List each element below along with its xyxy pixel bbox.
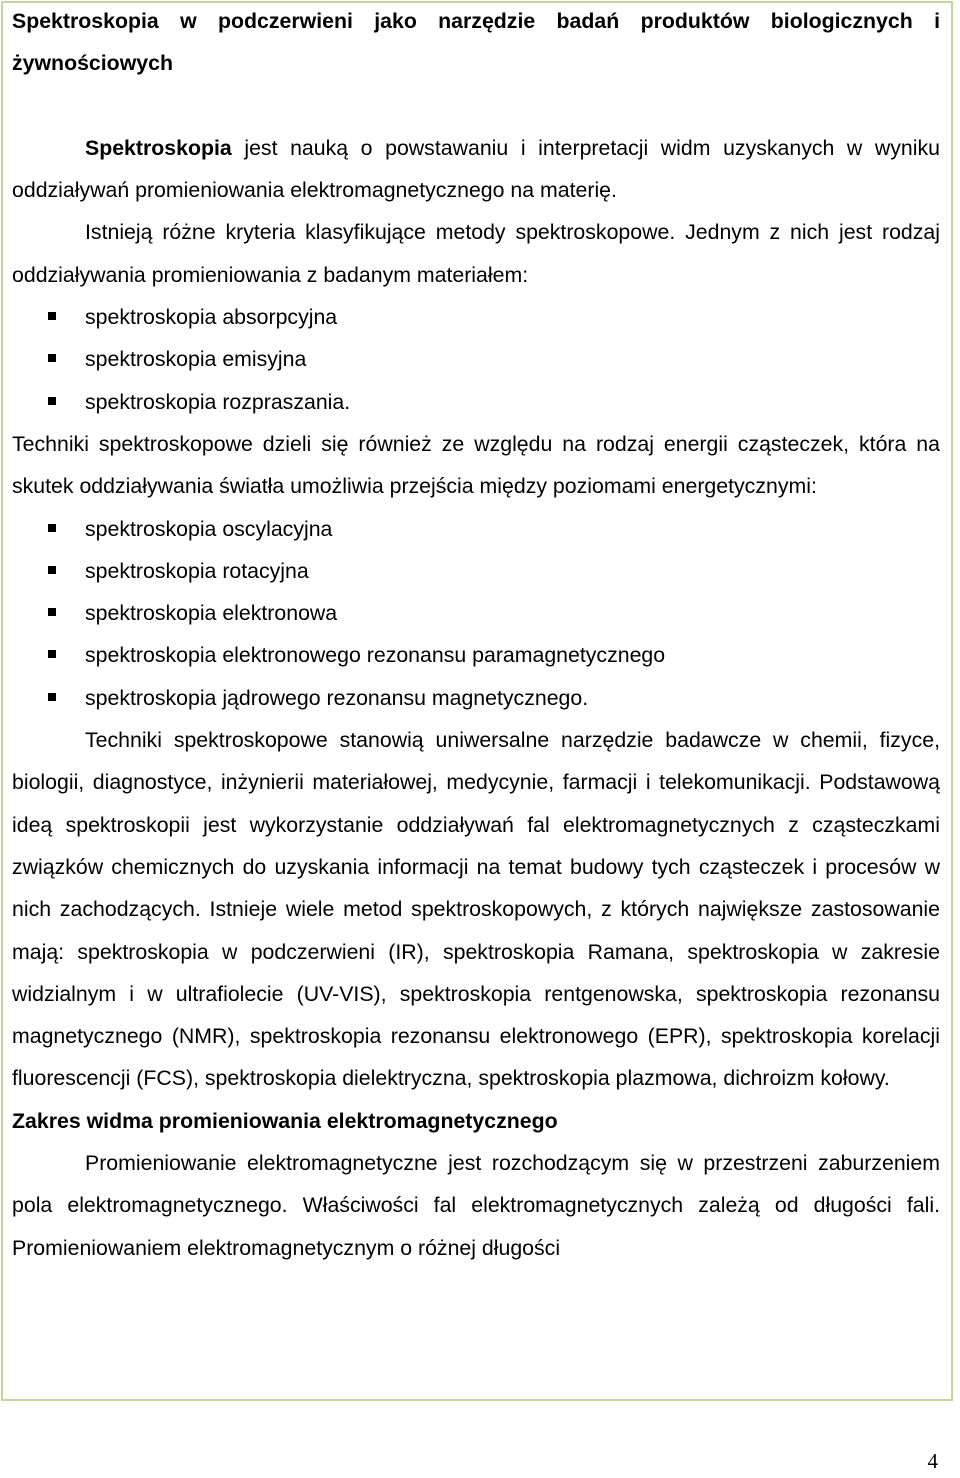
interaction-list <box>12 296 940 423</box>
intro-text: jest nauką o powstawaniu i interpretacji widm uzyskanych w wyniku oddziaływań promieniowania elektromagnetycznego na materię. <box>12 135 940 203</box>
square-bullet-icon <box>48 312 56 320</box>
list-item <box>12 592 940 634</box>
square-bullet-icon <box>48 524 56 532</box>
section-heading: Zakres widma promieniowania elektromagnetycznego <box>12 1108 558 1133</box>
list-item <box>12 677 940 719</box>
energy-list <box>12 508 940 719</box>
intro-paragraph <box>12 127 940 212</box>
list-item-text: spektroskopia emisyjna <box>85 347 307 372</box>
tools-paragraph: Techniki spektroskopowe stanowią uniwersalne narzędzie badawcze w chemii, fizyce, biologii, diagnostyce, inżynierii materiałowej, medycynie, farmacji i telekomunikacji. Podstawową ideą spektroskopii jest wykorzystanie oddziaływań fal elektromagnetycznych z cząsteczkami związków chemicznych do uzyskania informacji na temat budowy tych cząsteczek i procesów w nich zachodzących. Istnieje wiele metod spektroskopowych, z których największe zastosowanie mają: spektroskopia w podczerwieni (IR), spektroskopia Ramana, spektroskopia w zakresie widzialnym i w ultrafiolecie (UV-VIS), spektroskopia rentgenowska, spektroskopia rezonansu magnetycznego (NMR), spektroskopia rezonansu elektronowego (EPR), spektroskopia korelacji fluorescencji (FCS), spektroskopia dielektryczna, spektroskopia plazmowa, dichroizm kołowy. <box>12 728 940 1091</box>
list-item <box>12 508 940 550</box>
square-bullet-icon <box>48 566 56 574</box>
intro-term: Spektroskopia <box>85 135 232 160</box>
list-item <box>12 338 940 380</box>
list-item <box>12 296 940 338</box>
document-title: Spektroskopia w podczerwieni jako narzędzie badań produktów biologicznych i żywnościowych <box>12 9 940 76</box>
list-item-text: spektroskopia elektronowa <box>85 601 338 626</box>
square-bullet-icon <box>48 693 56 701</box>
list-item-text: spektroskopia absorpcyjna <box>85 305 338 330</box>
square-bullet-icon <box>48 608 56 616</box>
list-item-text: spektroskopia oscylacyjna <box>85 516 333 541</box>
list-item <box>12 634 940 676</box>
page-number: 4 <box>927 1449 938 1473</box>
document-body <box>12 0 940 1269</box>
list-item-text: spektroskopia rozpraszania. <box>85 389 351 414</box>
list-item <box>12 381 940 423</box>
energy-paragraph: Techniki spektroskopowe dzieli się również ze względu na rodzaj energii cząsteczek, która na skutek oddziaływania światła umożliwia przejścia między poziomami energetycznymi: <box>12 431 940 499</box>
radiation-paragraph: Promieniowanie elektromagnetyczne jest rozchodzącym się w przestrzeni zaburzeniem pola elektromagnetycznego. Właściwości fal elektromagnetycznych zależą od długości fali. Promieniowaniem elektromagnetycznym o różnej długości <box>12 1151 940 1260</box>
spacer <box>12 85 940 127</box>
square-bullet-icon <box>48 354 56 362</box>
list-item-text: spektroskopia rotacyjna <box>85 558 309 583</box>
list-item-text: spektroskopia jądrowego rezonansu magnetycznego. <box>85 685 589 710</box>
square-bullet-icon <box>48 650 56 658</box>
list-item <box>12 550 940 592</box>
square-bullet-icon <box>48 397 56 405</box>
criteria-paragraph: Istnieją różne kryteria klasyfikujące metody spektroskopowe. Jednym z nich jest rodzaj oddziaływania promieniowania z badanym materiałem: <box>12 220 940 287</box>
list-item-text: spektroskopia elektronowego rezonansu paramagnetycznego <box>85 643 666 668</box>
